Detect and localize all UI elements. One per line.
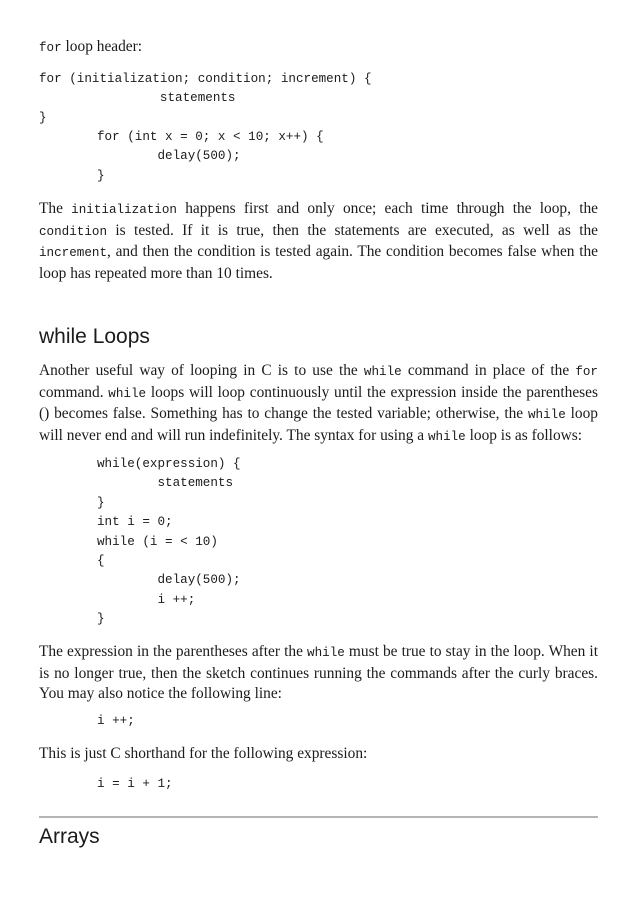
for-keyword: for [39,41,62,55]
for-example-code: for (int x = 0; x < 10; x++) { delay(500); } [97,130,324,183]
while-loop-explanation: Another useful way of looping in C is to use the while command in place of the for command. while loops will loop continuously until the expression inside the parentheses () becomes false. Something has to change the tested variable; otherwise, the while loop will never end and will run indefinitely. The syntax for using a while loop is as follows: [39,362,598,444]
while-expression-explanation: The expression in the parentheses after the while must be true to stay in the loop. When it is no longer true, then the sketch continues running the commands after the curly braces. You may also notice the following line: [39,643,598,703]
assignment-code-line: i = i + 1; [97,777,173,791]
increment-code-line: i ++; [97,714,135,728]
shorthand-explanation: This is just C shorthand for the following expression: [39,745,368,762]
section-divider [39,816,598,818]
for-syntax-code: for (initialization; condition; increment) { statements } [39,72,372,125]
while-syntax-code: while(expression) { statements } int i = 0; while (i = < 10) { delay(500); i ++; } [97,457,241,627]
arrays-heading: Arrays [39,825,100,848]
for-loop-explanation: The initialization happens first and only once; each time through the loop, the condition is tested. If it is true, then the statements are executed, as well as the increment, and then the condition is tested again. The condition becomes false when the loop has repeated more than 10 times. [39,200,598,282]
for-loop-intro: for loop header: [39,38,143,55]
while-loops-heading: while Loops [39,325,150,348]
